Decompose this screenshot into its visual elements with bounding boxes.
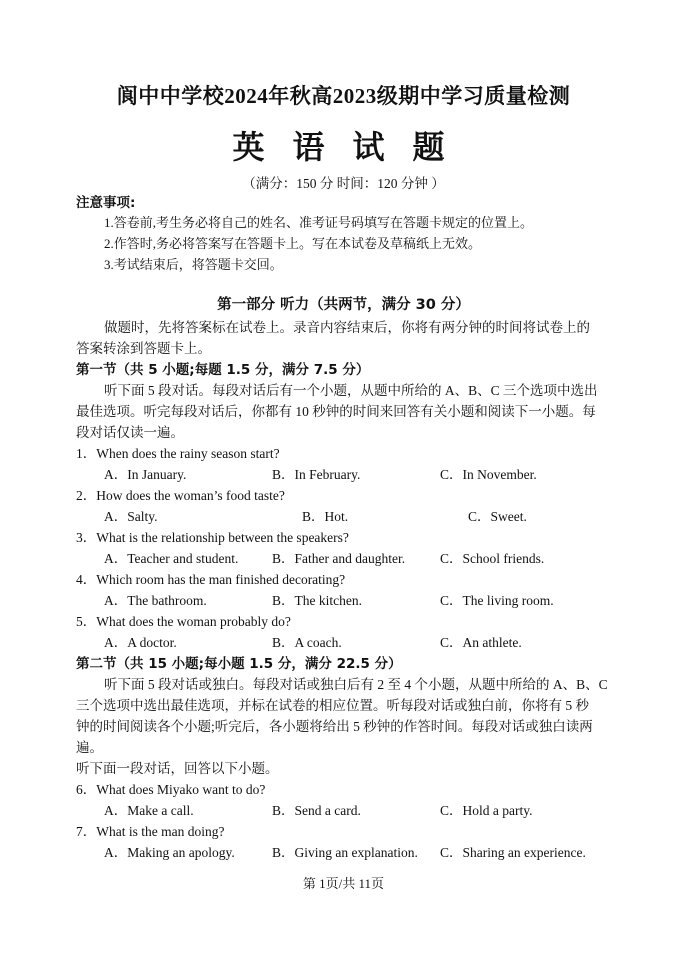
option-b: B．Father and daughter. <box>272 551 406 566</box>
question: 2．How does the woman’s food taste? <box>76 488 285 503</box>
option-a: A．In January. <box>104 467 187 482</box>
option-b: B．Hot. <box>302 509 349 524</box>
notice-item: 1.答卷前,考生务必将自己的姓名、准考证号码填写在答题卡规定的位置上。 <box>104 215 534 230</box>
option-c: C．Sharing an experience. <box>440 845 586 860</box>
question: 1．When does the rainy season start? <box>76 446 280 461</box>
notice-item: 2.作答时,务必将答案写在答题卡上。写在本试卷及草稿纸上无效。 <box>104 236 482 251</box>
option-a: A．Make a call. <box>104 803 194 818</box>
option-a: A．Teacher and student. <box>104 551 239 566</box>
notice-item: 3.考试结束后，将答题卡交回。 <box>104 257 283 272</box>
exam-meta: （满分：150 分 时间：120 分钟 ） <box>242 176 445 191</box>
notice-heading: 注意事项: <box>76 195 136 211</box>
section2-instructions: 钟的时间阅读各个小题;听完后，各小题将给出 5 秒钟的作答时间。每段对话或独白读两 <box>76 719 593 734</box>
section1-instructions: 听下面 5 段对话。每段对话后有一个小题，从题中所给的 A、B、C 三个选项中选出 <box>104 383 598 398</box>
option-c: C．School friends. <box>440 551 545 566</box>
section1-instructions: 段对话仅读一遍。 <box>76 425 184 440</box>
section2-instructions: 三个选项中选出最佳选项，并标在试卷的相应位置。听每段对话或独白前，你将有 5 秒 <box>76 698 589 713</box>
option-b: B．The kitchen. <box>272 593 362 608</box>
option-b: B．Send a card. <box>272 803 361 818</box>
option-a: A．Making an apology. <box>104 845 235 860</box>
question: 4．Which room has the man finished decorating? <box>76 572 346 587</box>
subject-title: 英 语 试 题 <box>232 129 455 165</box>
option-c: C．Hold a party. <box>440 803 533 818</box>
option-a: A．A doctor. <box>104 635 177 650</box>
option-c: C．The living room. <box>440 593 554 608</box>
option-c: C．Sweet. <box>468 509 527 524</box>
option-a: A．Salty. <box>104 509 158 524</box>
exam-title: 阆中中学校2024年秋高2023级期中学习质量检测 <box>116 84 571 108</box>
part1-intro: 答案转涂到答题卡上。 <box>76 341 211 356</box>
question: 3．What is the relationship between the speakers? <box>76 530 349 545</box>
section2-heading: 第二节（共 15 小题;每小题 1.5 分，满分 22.5 分） <box>76 656 402 672</box>
section2-instructions: 听下面 5 段对话或独白。每段对话或独白后有 2 至 4 个小题，从题中所给的 A、B、C <box>104 677 608 692</box>
page-number: 第 1页/共 11页 <box>302 876 385 891</box>
section1-instructions: 最佳选项。听完每段对话后，你都有 10 秒钟的时间来回答有关小题和阅读下一小题。每 <box>76 404 596 419</box>
part1-title: 第一部分 听力（共两节，满分 30 分） <box>217 297 470 313</box>
part1-intro: 做题时，先将答案标在试卷上。录音内容结束后，你将有两分钟的时间将试卷上的 <box>104 320 590 335</box>
option-b: B．A coach. <box>272 635 342 650</box>
question: 6．What does Miyako want to do? <box>76 782 266 797</box>
option-a: A．The bathroom. <box>104 593 207 608</box>
option-b: B．In February. <box>272 467 361 482</box>
section1-heading: 第一节（共 5 小题;每题 1.5 分，满分 7.5 分） <box>76 362 370 378</box>
option-b: B．Giving an explanation. <box>272 845 418 860</box>
option-c: C．In November. <box>440 467 537 482</box>
option-c: C．An athlete. <box>440 635 522 650</box>
section2-instructions: 遍。 <box>76 740 103 755</box>
section2-lead: 听下面一段对话，回答以下小题。 <box>76 761 279 776</box>
question: 7．What is the man doing? <box>76 824 225 839</box>
question: 5．What does the woman probably do? <box>76 614 291 629</box>
